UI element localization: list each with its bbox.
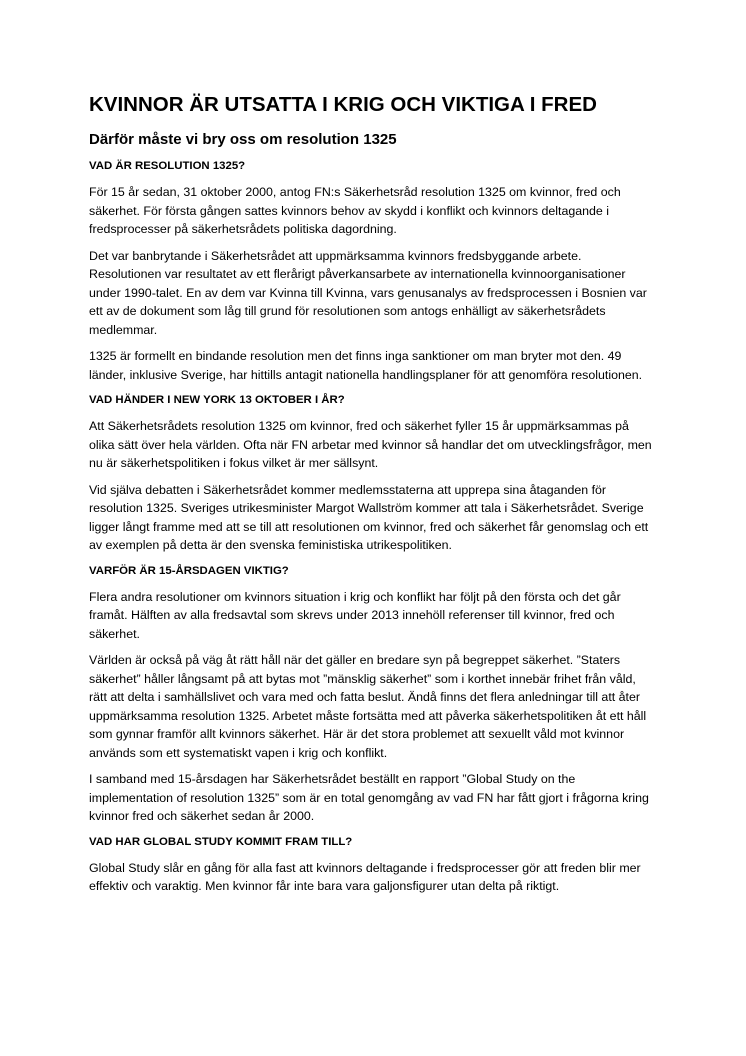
section-heading: VAD HAR GLOBAL STUDY KOMMIT FRAM TILL? [89,835,353,848]
paragraph: Flera andra resolutioner om kvinnors situation i krig och konflikt har följt på den första och det går framåt. Hälften av alla fredsavtal som skrevs under 2013 innehöll referenser till kvinnor, fred och säkerhet. [89,589,621,641]
paragraph: För 15 år sedan, 31 oktober 2000, antog FN:s Säkerhetsråd resolution 1325 om kvinnor, fred och säkerhet. För första gången sattes kvinnors behov av skydd i konflikt och kvinnors deltagande i fredsprocesser på säkerhetsrådets politiska dagordning. [89,185,621,236]
paragraph: I samband med 15-årsdagen har Säkerhetsrådet beställt en rapport ”Global Study on the implementation of resolution 1325” som är en total genomgång av vad FN har fått gjort i frågorna kring kvinnor fred och säkerhet sedan år 2000. [89,772,649,823]
section-heading: VAD HÄNDER I NEW YORK 13 OKTOBER I ÅR? [89,394,345,406]
section-heading: VARFÖR ÄR 15-ÅRSDAGEN VIKTIG? [89,564,289,577]
section-heading: VAD ÄR RESOLUTION 1325? [89,160,246,172]
section-resolution-1325 [89,158,655,384]
paragraph: Det var banbrytande i Säkerhetsrådet att uppmärksamma kvinnors fredsbyggande arbete. Resolutionen var resultatet av ett flerårigt påverkansarbete av internationella kvinnoorganisationer under 1990-talet. En av dem var Kvinna till Kvinna, vars genusanalys av fredsprocessen i Bosnien var ett av de dokument som låg till grund för resolutionen som antogs enhälligt av säkerhetsrådets medlemmar. [89,248,647,337]
document-title: KVINNOR ÄR UTSATTA I KRIG OCH VIKTIGA I FRED [89,93,597,116]
section-new-york [89,392,655,555]
paragraph: Global Study slår en gång för alla fast att kvinnors deltagande i fredsprocesser gör att freden blir mer effektiv och varaktig. Men kvinnor får inte bara vara galjonsfigurer utan delta på riktigt. [89,860,641,893]
paragraph: 1325 är formellt en bindande resolution men det finns inga sanktioner om man bryter mot den. 49 länder, inklusive Sverige, har hittills antagit nationella handlingsplaner för att genomföra resolutionen. [89,349,643,382]
paragraph: Vid själva debatten i Säkerhetsrådet kommer medlemsstaterna att upprepa sina åtaganden för resolution 1325. Sveriges utrikesminister Margot Wallström kommer att tala i Säkerhetsrådet. Sverige ligger långt framme med att se till att resolutionen om kvinnor, fred och säkerhet får genomslag och ett av exemplen på detta är den svenska feministiska utrikespolitiken. [89,482,649,552]
paragraph: Världen är också på väg åt rätt håll när det gäller en bredare syn på begreppet säkerhet. ”Staters säkerhet” håller långsamt på att bytas mot ”mänsklig säkerhet” som i korthet innebär frihet från våld, rätt att delta i samhällslivet och vara med och fatta beslut. Ändå finns det flera anledningar till att åter uppmärksamma resolution 1325. Arbetet måste fortsätta med att påverka säkerhetspolitiken åt ett håll som gynnar framför allt kvinnors säkerhet. Här är det stora problemet att sexuellt våld mot kvinnor används som ett systematiskt vapen i krig och konflikt. [89,653,647,760]
document-subtitle: Därför måste vi bry oss om resolution 1325 [89,131,397,148]
paragraph: Att Säkerhetsrådets resolution 1325 om kvinnor, fred och säkerhet fyller 15 år uppmärksammas på olika sätt över hela världen. Ofta när FN arbetar med kvinnor så handlar det om utvecklingsfrågor, men nu är säkerhetspolitiken i fokus vilket är mer sällsynt. [89,419,652,470]
document-page [89,92,655,896]
section-anniversary [89,563,655,826]
section-global-study [89,834,655,896]
